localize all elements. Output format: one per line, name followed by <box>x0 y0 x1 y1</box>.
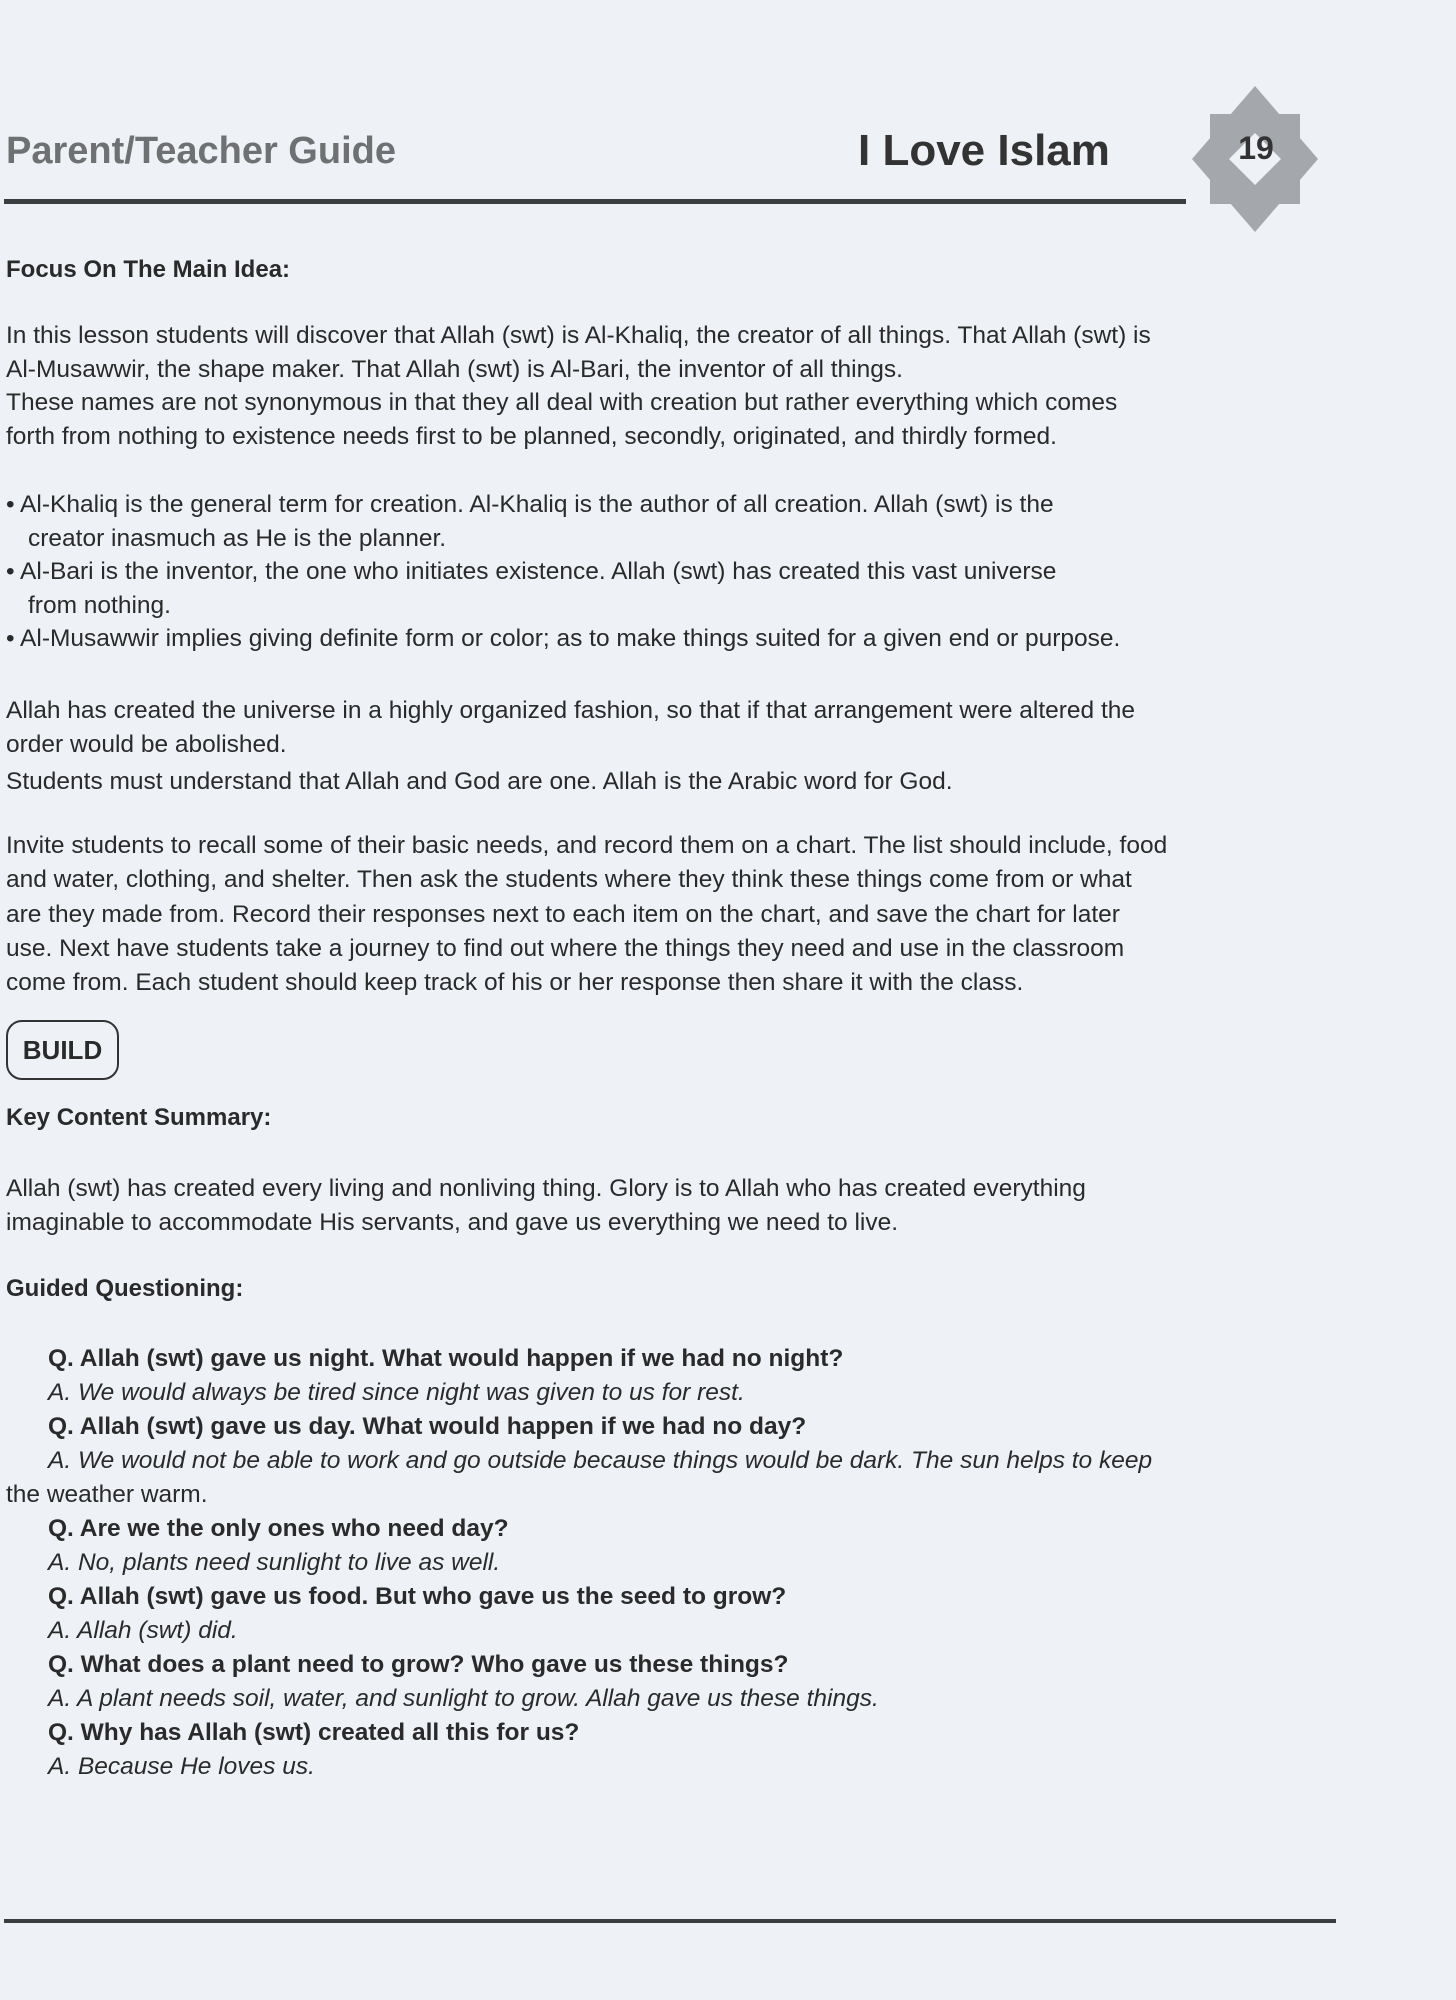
question: Q. Allah (swt) gave us food. But who gave us the seed to grow? <box>48 1583 787 1610</box>
text-line: Students must understand that Allah and God are one. Allah is the Arabic word for God. <box>6 768 953 795</box>
text-line: order would be abolished. <box>6 730 287 758</box>
text-line: Invite students to recall some of their basic needs, and record them on a chart. The list should include, food <box>6 832 1168 859</box>
question: Q. What does a plant need to grow? Who gave us these things? <box>48 1651 789 1678</box>
answer: A. No, plants need sunlight to live as well. <box>48 1549 501 1576</box>
list-item-cont: creator inasmuch as He is the planner. <box>28 524 447 552</box>
list-item: • Al-Musawwir implies giving definite form or color; as to make things suited for a given end or purpose. <box>6 625 1121 652</box>
text-line: use. Next have students take a journey to find out where the things they need and use in the classroom <box>6 934 1125 962</box>
answer: A. We would not be able to work and go outside because things would be dark. The sun helps to keep <box>48 1447 1153 1474</box>
questioning-heading: Guided Questioning: <box>6 1275 244 1302</box>
build-section-badge: BUILD <box>6 1020 119 1080</box>
answer: A. A plant needs soil, water, and sunlight to grow. Allah gave us these things. <box>48 1685 879 1712</box>
text-line: Al-Musawwir, the shape maker. That Allah (swt) is Al-Bari, the inventor of all things. <box>6 355 903 383</box>
text-line: and water, clothing, and shelter. Then ask the students where they think these things come from or what <box>6 866 1132 894</box>
list-item: • Al-Bari is the inventor, the one who initiates existence. Allah (swt) has created this vast universe <box>6 558 1057 585</box>
guide-title: Parent/Teacher Guide <box>6 130 396 172</box>
header-divider <box>4 199 1186 204</box>
invite-paragraph <box>6 829 1167 1000</box>
organized-paragraph <box>6 694 1135 799</box>
list-item-cont: from nothing. <box>28 591 171 619</box>
text-line: These names are not synonymous in that they all deal with creation but rather everything which comes <box>6 389 1118 416</box>
question: Q. Allah (swt) gave us night. What would happen if we had no night? <box>48 1345 844 1372</box>
text-line: Allah has created the universe in a highly organized fashion, so that if that arrangement were altered the <box>6 697 1136 724</box>
summary-heading: Key Content Summary: <box>6 1104 272 1131</box>
intro-paragraph <box>6 319 1151 453</box>
text-line: come from. Each student should keep track of his or her response then share it with the class. <box>6 969 1024 997</box>
page-number: 19 <box>1238 130 1274 166</box>
answer: A. We would always be tired since night was given to us for rest. <box>48 1379 745 1406</box>
text-line: forth from nothing to existence needs first to be planned, secondly, originated, and thirdly formed. <box>6 422 1057 450</box>
question: Q. Allah (swt) gave us day. What would happen if we had no day? <box>48 1413 807 1440</box>
footer-divider <box>4 1919 1336 1923</box>
text-line: imaginable to accommodate His servants, and gave us everything we need to live. <box>6 1208 899 1236</box>
answer-cont: the weather warm. <box>6 1481 208 1508</box>
book-title: I Love Islam <box>858 126 1110 175</box>
names-bullet-list <box>6 488 1120 656</box>
text-line: In this lesson students will discover that Allah (swt) is Al-Khaliq, the creator of all things. That Allah (swt) is <box>6 322 1151 349</box>
focus-heading: Focus On The Main Idea: <box>6 256 291 283</box>
answer: A. Because He loves us. <box>48 1753 315 1780</box>
question: Q. Why has Allah (swt) created all this for us? <box>48 1719 580 1746</box>
text-line: Allah (swt) has created every living and nonliving thing. Glory is to Allah who has created everything <box>6 1175 1086 1202</box>
guided-questions <box>6 1342 1153 1784</box>
answer: A. Allah (swt) did. <box>48 1617 238 1644</box>
question: Q. Are we the only ones who need day? <box>48 1515 509 1542</box>
summary-paragraph <box>6 1172 1086 1239</box>
list-item: • Al-Khaliq is the general term for creation. Al-Khaliq is the author of all creation. Allah (swt) is the <box>6 491 1054 518</box>
text-line: are they made from. Record their responses next to each item on the chart, and save the chart for later <box>6 900 1120 928</box>
